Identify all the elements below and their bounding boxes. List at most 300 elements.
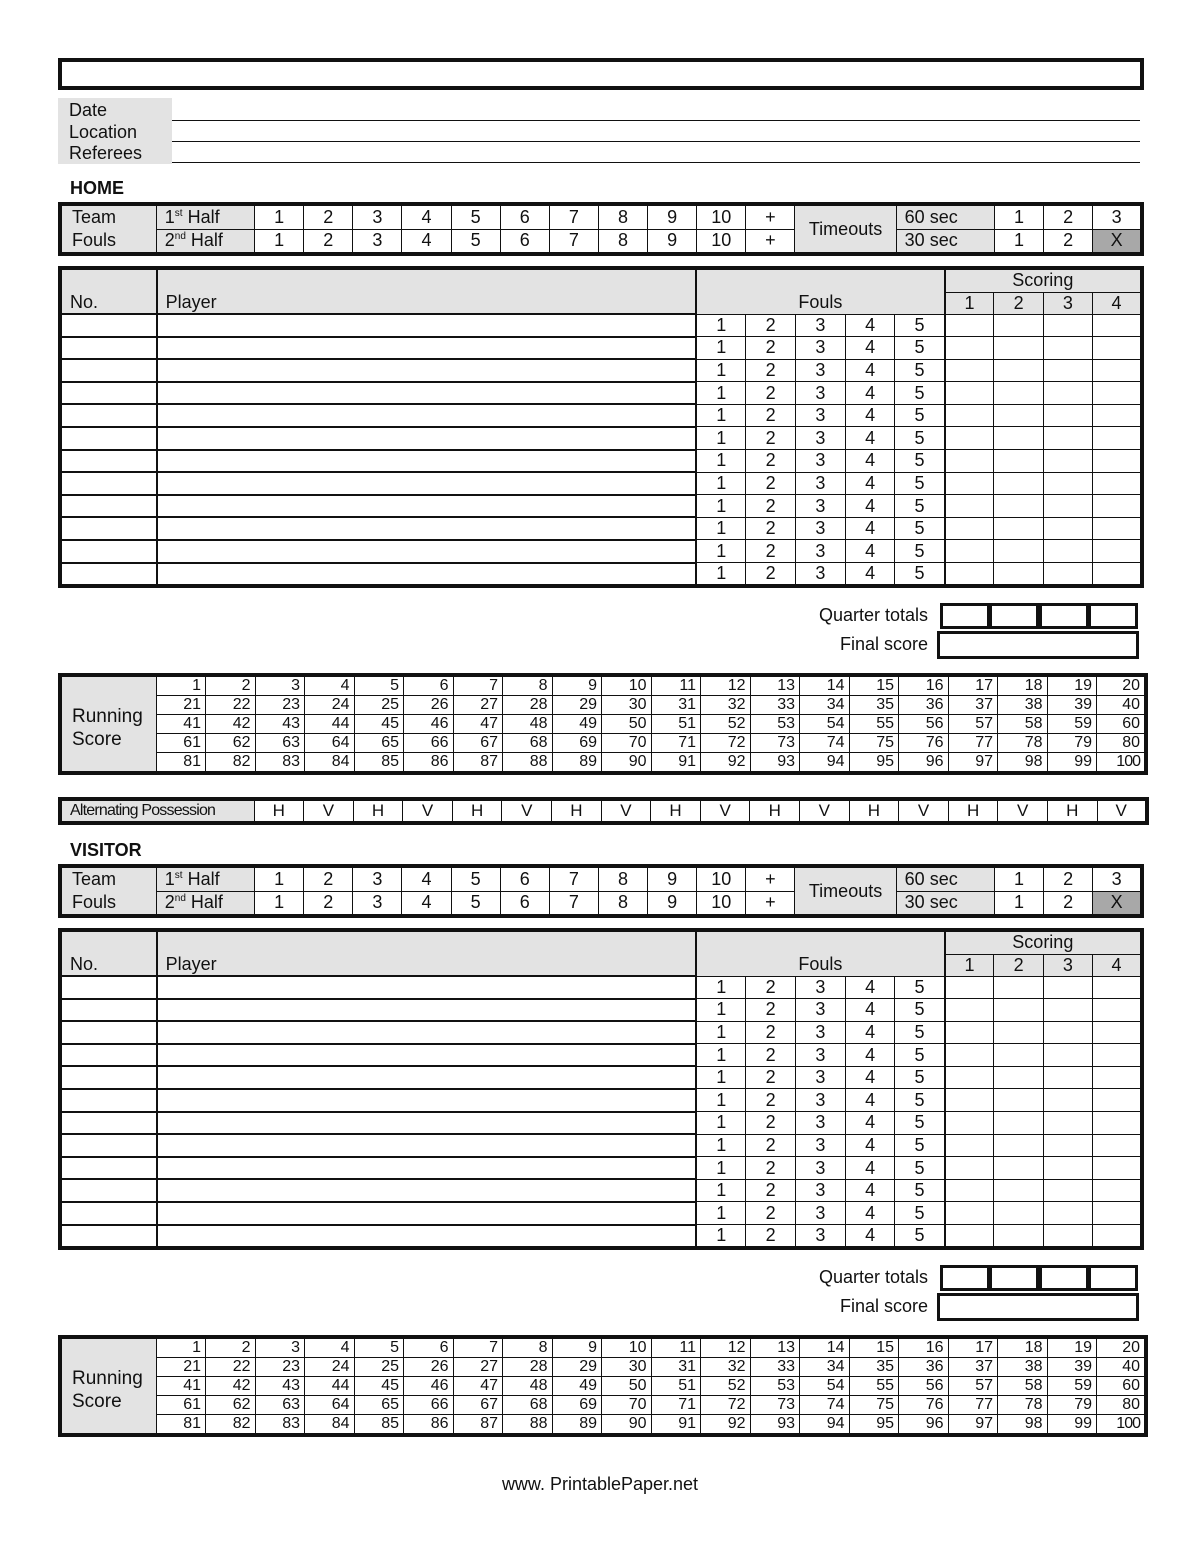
possession-box[interactable]: H [948, 799, 998, 823]
quarter-score-cell[interactable] [994, 1044, 1043, 1067]
quarter-score-cell[interactable] [1043, 540, 1092, 563]
player-foul-box[interactable]: 2 [746, 1021, 796, 1044]
running-score-cell[interactable]: 91 [651, 753, 701, 774]
quarter-score-cell[interactable] [994, 1202, 1043, 1225]
running-score-cell[interactable]: 54 [800, 715, 850, 734]
running-score-cell[interactable]: 5 [354, 675, 404, 696]
quarter-score-cell[interactable] [994, 1089, 1043, 1112]
running-score-cell[interactable]: 37 [948, 696, 998, 715]
running-score-cell[interactable]: 73 [750, 734, 800, 753]
quarter-score-cell[interactable] [945, 540, 994, 563]
running-score-cell[interactable]: 84 [305, 753, 355, 774]
team-foul-box[interactable]: 4 [402, 866, 451, 891]
team-foul-box[interactable]: 3 [353, 866, 402, 891]
running-score-cell[interactable]: 91 [651, 1415, 701, 1436]
player-name-cell[interactable] [157, 382, 696, 405]
team-foul-box[interactable]: 1 [255, 866, 304, 891]
player-name-cell[interactable] [157, 359, 696, 382]
player-foul-box[interactable]: 5 [895, 1044, 945, 1067]
running-score-cell[interactable]: 20 [1097, 675, 1147, 696]
player-foul-box[interactable]: 4 [845, 359, 895, 382]
player-foul-box[interactable]: 4 [845, 1225, 895, 1249]
quarter-score-cell[interactable] [1043, 1202, 1092, 1225]
running-score-cell[interactable]: 6 [404, 675, 454, 696]
running-score-cell[interactable]: 29 [552, 696, 602, 715]
timeout-box[interactable]: 2 [1044, 229, 1093, 254]
quarter-score-cell[interactable] [945, 976, 994, 999]
timeout-box[interactable]: 1 [994, 229, 1043, 254]
player-foul-box[interactable]: 2 [746, 1044, 796, 1067]
quarter-score-cell[interactable] [1093, 359, 1142, 382]
running-score-cell[interactable]: 95 [849, 1415, 899, 1436]
running-score-cell[interactable]: 44 [305, 715, 355, 734]
quarter-score-cell[interactable] [1093, 1202, 1142, 1225]
player-foul-box[interactable]: 3 [796, 1112, 846, 1135]
running-score-cell[interactable]: 34 [800, 696, 850, 715]
quarter-total-box[interactable] [1039, 1265, 1089, 1291]
running-score-cell[interactable]: 15 [849, 1337, 899, 1358]
running-score-cell[interactable]: 22 [206, 1358, 256, 1377]
running-score-cell[interactable]: 66 [404, 734, 454, 753]
date-line[interactable] [172, 120, 1140, 121]
player-name-cell[interactable] [157, 314, 696, 337]
quarter-score-cell[interactable] [994, 450, 1043, 473]
quarter-score-cell[interactable] [1093, 1089, 1142, 1112]
running-score-cell[interactable]: 52 [701, 715, 751, 734]
timeout-box[interactable]: 3 [1093, 204, 1142, 229]
running-score-cell[interactable]: 67 [453, 734, 503, 753]
running-score-cell[interactable]: 80 [1097, 734, 1147, 753]
team-foul-box[interactable]: + [746, 866, 795, 891]
player-foul-box[interactable]: 5 [895, 1112, 945, 1135]
running-score-cell[interactable]: 79 [1047, 1396, 1097, 1415]
running-score-cell[interactable]: 90 [602, 753, 652, 774]
player-foul-box[interactable]: 5 [895, 1202, 945, 1225]
running-score-cell[interactable]: 90 [602, 1415, 652, 1436]
player-foul-box[interactable]: 3 [796, 1044, 846, 1067]
quarter-score-cell[interactable] [1043, 1134, 1092, 1157]
running-score-cell[interactable]: 100 [1097, 753, 1147, 774]
running-score-cell[interactable]: 10 [602, 1337, 652, 1358]
player-number-cell[interactable] [60, 517, 157, 540]
running-score-cell[interactable]: 4 [305, 675, 355, 696]
quarter-score-cell[interactable] [1043, 1066, 1092, 1089]
team-foul-box[interactable]: 7 [549, 866, 598, 891]
player-foul-box[interactable]: 2 [746, 427, 796, 450]
quarter-score-cell[interactable] [945, 1021, 994, 1044]
player-foul-box[interactable]: 5 [895, 427, 945, 450]
quarter-score-cell[interactable] [945, 495, 994, 518]
player-foul-box[interactable]: 5 [895, 472, 945, 495]
player-number-cell[interactable] [60, 1225, 157, 1249]
running-score-cell[interactable]: 43 [255, 715, 305, 734]
player-foul-box[interactable]: 3 [796, 1089, 846, 1112]
running-score-cell[interactable]: 97 [948, 1415, 998, 1436]
quarter-score-cell[interactable] [1043, 472, 1092, 495]
running-score-cell[interactable]: 77 [948, 1396, 998, 1415]
quarter-score-cell[interactable] [1043, 337, 1092, 360]
player-number-cell[interactable] [60, 999, 157, 1022]
player-name-cell[interactable] [157, 1225, 696, 1249]
player-number-cell[interactable] [60, 1066, 157, 1089]
player-name-cell[interactable] [157, 999, 696, 1022]
quarter-score-cell[interactable] [945, 404, 994, 427]
player-name-cell[interactable] [157, 1044, 696, 1067]
running-score-cell[interactable]: 7 [453, 1337, 503, 1358]
player-foul-box[interactable]: 1 [696, 1044, 746, 1067]
running-score-cell[interactable]: 15 [849, 675, 899, 696]
player-foul-box[interactable]: 5 [895, 314, 945, 337]
quarter-score-cell[interactable] [945, 359, 994, 382]
running-score-cell[interactable]: 99 [1047, 1415, 1097, 1436]
player-foul-box[interactable]: 3 [796, 1134, 846, 1157]
running-score-cell[interactable]: 96 [899, 1415, 949, 1436]
running-score-cell[interactable]: 93 [750, 753, 800, 774]
quarter-score-cell[interactable] [1043, 1021, 1092, 1044]
quarter-score-cell[interactable] [1093, 1225, 1142, 1249]
running-score-cell[interactable]: 1 [156, 1337, 206, 1358]
running-score-cell[interactable]: 36 [899, 696, 949, 715]
running-score-cell[interactable]: 13 [750, 675, 800, 696]
player-foul-box[interactable]: 2 [746, 1089, 796, 1112]
player-name-cell[interactable] [157, 1134, 696, 1157]
running-score-cell[interactable]: 12 [701, 675, 751, 696]
player-number-cell[interactable] [60, 337, 157, 360]
player-foul-box[interactable]: 2 [746, 359, 796, 382]
team-foul-box[interactable]: 8 [598, 866, 647, 891]
running-score-cell[interactable]: 60 [1097, 715, 1147, 734]
running-score-cell[interactable]: 83 [255, 1415, 305, 1436]
running-score-cell[interactable]: 26 [404, 1358, 454, 1377]
running-score-cell[interactable]: 57 [948, 1377, 998, 1396]
quarter-score-cell[interactable] [994, 1066, 1043, 1089]
player-foul-box[interactable]: 2 [746, 1134, 796, 1157]
running-score-cell[interactable]: 85 [354, 753, 404, 774]
quarter-score-cell[interactable] [1093, 1021, 1142, 1044]
player-foul-box[interactable]: 5 [895, 1179, 945, 1202]
player-number-cell[interactable] [60, 1021, 157, 1044]
running-score-cell[interactable]: 98 [998, 753, 1048, 774]
player-foul-box[interactable]: 5 [895, 1225, 945, 1249]
team-foul-box[interactable]: 2 [304, 229, 353, 254]
running-score-cell[interactable]: 88 [503, 1415, 553, 1436]
player-foul-box[interactable]: 3 [796, 495, 846, 518]
running-score-cell[interactable]: 46 [404, 1377, 454, 1396]
running-score-cell[interactable]: 95 [849, 753, 899, 774]
final-score-box[interactable] [937, 631, 1139, 659]
player-foul-box[interactable]: 2 [746, 404, 796, 427]
quarter-score-cell[interactable] [945, 1044, 994, 1067]
quarter-score-cell[interactable] [1093, 563, 1142, 587]
team-foul-box[interactable]: 10 [697, 204, 746, 229]
player-foul-box[interactable]: 2 [746, 563, 796, 587]
player-foul-box[interactable]: 3 [796, 314, 846, 337]
running-score-cell[interactable]: 19 [1047, 1337, 1097, 1358]
running-score-cell[interactable]: 77 [948, 734, 998, 753]
quarter-score-cell[interactable] [945, 337, 994, 360]
running-score-cell[interactable]: 81 [156, 1415, 206, 1436]
player-foul-box[interactable]: 4 [845, 450, 895, 473]
team-foul-box[interactable]: 5 [451, 866, 500, 891]
player-foul-box[interactable]: 4 [845, 1202, 895, 1225]
quarter-score-cell[interactable] [994, 540, 1043, 563]
player-foul-box[interactable]: 5 [895, 359, 945, 382]
running-score-cell[interactable]: 53 [750, 715, 800, 734]
player-name-cell[interactable] [157, 450, 696, 473]
player-foul-box[interactable]: 3 [796, 359, 846, 382]
timeout-box[interactable]: 3 [1093, 866, 1142, 891]
quarter-score-cell[interactable] [1043, 404, 1092, 427]
running-score-cell[interactable]: 86 [404, 1415, 454, 1436]
player-name-cell[interactable] [157, 540, 696, 563]
team-foul-box[interactable]: 10 [697, 866, 746, 891]
player-foul-box[interactable]: 3 [796, 382, 846, 405]
running-score-cell[interactable]: 31 [651, 696, 701, 715]
quarter-score-cell[interactable] [1043, 517, 1092, 540]
player-name-cell[interactable] [157, 976, 696, 999]
quarter-score-cell[interactable] [994, 495, 1043, 518]
player-foul-box[interactable]: 1 [696, 1134, 746, 1157]
running-score-cell[interactable]: 8 [503, 675, 553, 696]
quarter-score-cell[interactable] [1093, 1044, 1142, 1067]
quarter-score-cell[interactable] [1043, 359, 1092, 382]
quarter-score-cell[interactable] [1043, 382, 1092, 405]
running-score-cell[interactable]: 2 [206, 675, 256, 696]
team-foul-box[interactable]: 9 [648, 866, 697, 891]
running-score-cell[interactable]: 55 [849, 1377, 899, 1396]
running-score-cell[interactable]: 92 [701, 753, 751, 774]
running-score-cell[interactable]: 38 [998, 696, 1048, 715]
quarter-score-cell[interactable] [994, 427, 1043, 450]
player-foul-box[interactable]: 2 [746, 1157, 796, 1180]
timeout-box[interactable]: 2 [1044, 891, 1093, 916]
running-score-cell[interactable]: 88 [503, 753, 553, 774]
quarter-score-cell[interactable] [1043, 1157, 1092, 1180]
running-score-cell[interactable]: 27 [453, 1358, 503, 1377]
team-foul-box[interactable]: 8 [598, 229, 647, 254]
running-score-cell[interactable]: 23 [255, 696, 305, 715]
running-score-cell[interactable]: 14 [800, 1337, 850, 1358]
quarter-score-cell[interactable] [1093, 517, 1142, 540]
timeout-box[interactable]: 1 [994, 204, 1043, 229]
running-score-cell[interactable]: 65 [354, 734, 404, 753]
player-foul-box[interactable]: 2 [746, 1202, 796, 1225]
team-foul-box[interactable]: + [746, 229, 795, 254]
possession-box[interactable]: H [750, 799, 800, 823]
player-foul-box[interactable]: 4 [845, 563, 895, 587]
running-score-cell[interactable]: 3 [255, 1337, 305, 1358]
player-foul-box[interactable]: 3 [796, 427, 846, 450]
team-foul-box[interactable]: 9 [648, 229, 697, 254]
possession-box[interactable]: V [700, 799, 750, 823]
running-score-cell[interactable]: 6 [404, 1337, 454, 1358]
player-foul-box[interactable]: 5 [895, 450, 945, 473]
quarter-score-cell[interactable] [945, 1066, 994, 1089]
running-score-cell[interactable]: 59 [1047, 1377, 1097, 1396]
running-score-cell[interactable]: 30 [602, 696, 652, 715]
running-score-cell[interactable]: 60 [1097, 1377, 1147, 1396]
quarter-total-box[interactable] [1088, 603, 1138, 629]
player-number-cell[interactable] [60, 1179, 157, 1202]
player-foul-box[interactable]: 4 [845, 517, 895, 540]
team-foul-box[interactable]: 4 [402, 204, 451, 229]
quarter-score-cell[interactable] [1043, 427, 1092, 450]
possession-box[interactable]: H [651, 799, 701, 823]
player-foul-box[interactable]: 4 [845, 314, 895, 337]
team-foul-box[interactable]: 5 [451, 204, 500, 229]
running-score-cell[interactable]: 31 [651, 1358, 701, 1377]
running-score-cell[interactable]: 9 [552, 1337, 602, 1358]
player-number-cell[interactable] [60, 976, 157, 999]
quarter-score-cell[interactable] [994, 976, 1043, 999]
timeout-box[interactable]: 1 [994, 866, 1043, 891]
player-foul-box[interactable]: 1 [696, 314, 746, 337]
running-score-cell[interactable]: 69 [552, 734, 602, 753]
player-foul-box[interactable]: 2 [746, 1066, 796, 1089]
player-foul-box[interactable]: 3 [796, 517, 846, 540]
quarter-score-cell[interactable] [1043, 1225, 1092, 1249]
quarter-total-box[interactable] [940, 603, 990, 629]
quarter-score-cell[interactable] [1093, 540, 1142, 563]
team-foul-box[interactable]: 2 [304, 204, 353, 229]
referees-line[interactable] [172, 162, 1140, 163]
team-foul-box[interactable]: 4 [402, 891, 451, 916]
possession-box[interactable]: V [998, 799, 1048, 823]
player-foul-box[interactable]: 1 [696, 976, 746, 999]
running-score-cell[interactable]: 75 [849, 734, 899, 753]
possession-box[interactable]: H [353, 799, 403, 823]
running-score-cell[interactable]: 76 [899, 734, 949, 753]
player-foul-box[interactable]: 3 [796, 1066, 846, 1089]
running-score-cell[interactable]: 49 [552, 1377, 602, 1396]
quarter-score-cell[interactable] [945, 382, 994, 405]
running-score-cell[interactable]: 55 [849, 715, 899, 734]
player-foul-box[interactable]: 1 [696, 404, 746, 427]
quarter-score-cell[interactable] [1093, 1066, 1142, 1089]
quarter-score-cell[interactable] [945, 1225, 994, 1249]
running-score-cell[interactable]: 85 [354, 1415, 404, 1436]
running-score-cell[interactable]: 72 [701, 1396, 751, 1415]
running-score-cell[interactable]: 83 [255, 753, 305, 774]
quarter-score-cell[interactable] [1093, 1179, 1142, 1202]
running-score-cell[interactable]: 9 [552, 675, 602, 696]
player-foul-box[interactable]: 3 [796, 337, 846, 360]
player-number-cell[interactable] [60, 1134, 157, 1157]
player-foul-box[interactable]: 1 [696, 1179, 746, 1202]
running-score-cell[interactable]: 40 [1097, 1358, 1147, 1377]
running-score-cell[interactable]: 52 [701, 1377, 751, 1396]
player-foul-box[interactable]: 4 [845, 404, 895, 427]
running-score-cell[interactable]: 24 [305, 1358, 355, 1377]
running-score-cell[interactable]: 16 [899, 1337, 949, 1358]
running-score-cell[interactable]: 68 [503, 734, 553, 753]
team-foul-box[interactable]: 6 [500, 891, 549, 916]
player-foul-box[interactable]: 4 [845, 382, 895, 405]
team-foul-box[interactable]: 1 [255, 891, 304, 916]
running-score-cell[interactable]: 53 [750, 1377, 800, 1396]
running-score-cell[interactable]: 18 [998, 675, 1048, 696]
team-foul-box[interactable]: 6 [500, 204, 549, 229]
team-foul-box[interactable]: 1 [255, 204, 304, 229]
player-foul-box[interactable]: 5 [895, 1134, 945, 1157]
timeout-box[interactable]: 2 [1044, 866, 1093, 891]
running-score-cell[interactable]: 35 [849, 1358, 899, 1377]
running-score-cell[interactable]: 48 [503, 1377, 553, 1396]
running-score-cell[interactable]: 50 [602, 715, 652, 734]
player-foul-box[interactable]: 3 [796, 1202, 846, 1225]
player-foul-box[interactable]: 5 [895, 1089, 945, 1112]
running-score-cell[interactable]: 94 [800, 1415, 850, 1436]
running-score-cell[interactable]: 7 [453, 675, 503, 696]
player-foul-box[interactable]: 2 [746, 314, 796, 337]
team-foul-box[interactable]: 7 [549, 229, 598, 254]
player-foul-box[interactable]: 1 [696, 1157, 746, 1180]
location-line[interactable] [172, 141, 1140, 142]
player-foul-box[interactable]: 2 [746, 1179, 796, 1202]
player-number-cell[interactable] [60, 314, 157, 337]
team-foul-box[interactable]: 6 [500, 866, 549, 891]
player-foul-box[interactable]: 5 [895, 1021, 945, 1044]
quarter-score-cell[interactable] [1043, 1179, 1092, 1202]
running-score-cell[interactable]: 28 [503, 1358, 553, 1377]
running-score-cell[interactable]: 62 [206, 734, 256, 753]
running-score-cell[interactable]: 59 [1047, 715, 1097, 734]
quarter-total-box[interactable] [1039, 603, 1089, 629]
running-score-cell[interactable]: 11 [651, 1337, 701, 1358]
player-foul-box[interactable]: 3 [796, 472, 846, 495]
player-foul-box[interactable]: 1 [696, 1066, 746, 1089]
quarter-score-cell[interactable] [1043, 1044, 1092, 1067]
team-foul-box[interactable]: 2 [304, 866, 353, 891]
running-score-cell[interactable]: 80 [1097, 1396, 1147, 1415]
running-score-cell[interactable]: 47 [453, 715, 503, 734]
running-score-cell[interactable]: 78 [998, 734, 1048, 753]
possession-box[interactable]: H [254, 799, 304, 823]
player-name-cell[interactable] [157, 1066, 696, 1089]
possession-box[interactable]: H [452, 799, 502, 823]
running-score-cell[interactable]: 44 [305, 1377, 355, 1396]
running-score-cell[interactable]: 99 [1047, 753, 1097, 774]
player-foul-box[interactable]: 2 [746, 976, 796, 999]
quarter-total-box[interactable] [989, 603, 1039, 629]
team-foul-box[interactable]: 3 [353, 891, 402, 916]
player-number-cell[interactable] [60, 427, 157, 450]
running-score-cell[interactable]: 94 [800, 753, 850, 774]
running-score-cell[interactable]: 16 [899, 675, 949, 696]
running-score-cell[interactable]: 41 [156, 1377, 206, 1396]
player-foul-box[interactable]: 3 [796, 1179, 846, 1202]
running-score-cell[interactable]: 17 [948, 675, 998, 696]
running-score-cell[interactable]: 100 [1097, 1415, 1147, 1436]
team-foul-box[interactable]: 5 [451, 891, 500, 916]
running-score-cell[interactable]: 66 [404, 1396, 454, 1415]
player-foul-box[interactable]: 1 [696, 359, 746, 382]
player-name-cell[interactable] [157, 563, 696, 587]
running-score-cell[interactable]: 63 [255, 1396, 305, 1415]
possession-box[interactable]: H [849, 799, 899, 823]
running-score-cell[interactable]: 2 [206, 1337, 256, 1358]
running-score-cell[interactable]: 68 [503, 1396, 553, 1415]
running-score-cell[interactable]: 45 [354, 1377, 404, 1396]
running-score-cell[interactable]: 51 [651, 1377, 701, 1396]
quarter-score-cell[interactable] [1043, 976, 1092, 999]
running-score-cell[interactable]: 12 [701, 1337, 751, 1358]
running-score-cell[interactable]: 74 [800, 734, 850, 753]
player-foul-box[interactable]: 4 [845, 976, 895, 999]
running-score-cell[interactable]: 26 [404, 696, 454, 715]
timeout-box[interactable]: 2 [1044, 204, 1093, 229]
running-score-cell[interactable]: 57 [948, 715, 998, 734]
